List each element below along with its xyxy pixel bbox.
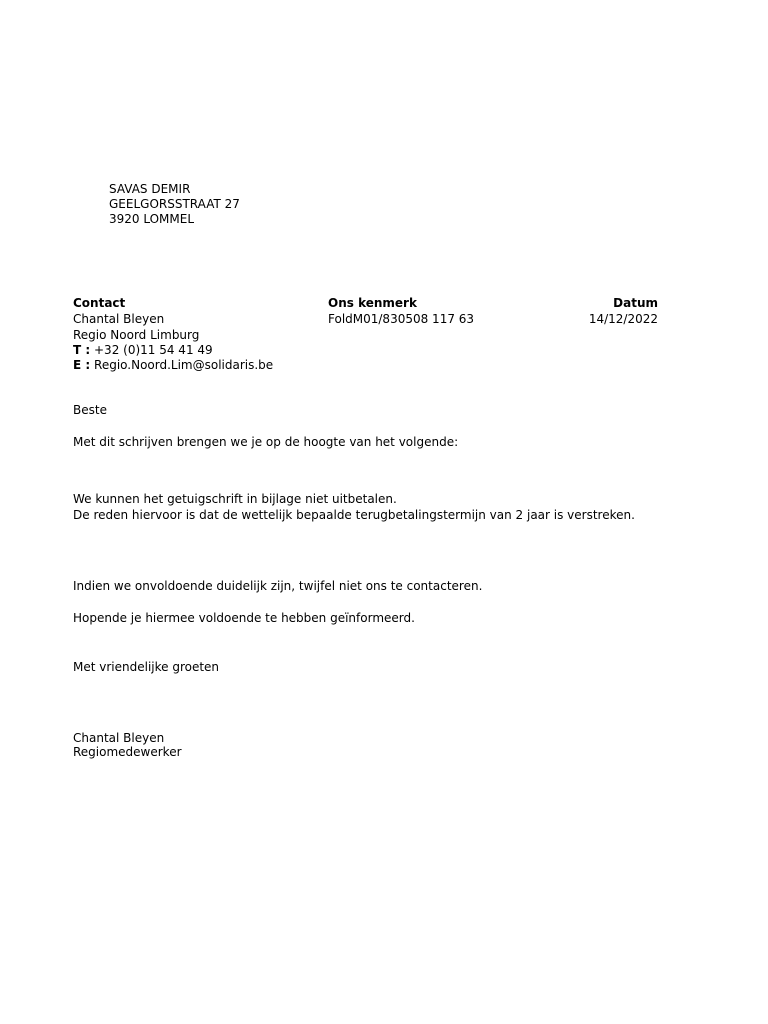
phone-label: T : [73, 343, 91, 357]
date-value: 14/12/2022 [588, 312, 658, 326]
recipient-name: SAVAS DEMIR [109, 182, 191, 196]
date-column [528, 295, 658, 327]
reference-heading: Ons kenmerk [328, 296, 417, 310]
closing-line: Met vriendelijke groeten [73, 660, 220, 674]
contact-heading: Contact [73, 296, 126, 310]
reference-value: FoldM01/830508 117 63 [328, 312, 475, 326]
body-line-1: We kunnen het getuigschrift in bijlage niet uitbetalen. [73, 492, 397, 506]
email-label: E : [73, 358, 91, 372]
recipient-street: GEELGORSSTRAAT 27 [109, 197, 240, 211]
intro-paragraph: Met dit schrijven brengen we je op de hoogte van het volgende: [73, 435, 459, 449]
contact-column [73, 295, 313, 373]
signature-role: Regiomedewerker [73, 745, 182, 759]
contact-region: Regio Noord Limburg [73, 328, 200, 342]
contact-email-row [73, 358, 313, 373]
contact-phone: +32 (0)11 54 41 49 [94, 343, 213, 357]
signature-name: Chantal Bleyen [73, 731, 165, 745]
greeting: Beste [73, 403, 107, 417]
informed-paragraph: Hopende je hiermee voldoende te hebben geïnformeerd. [73, 611, 415, 625]
body-line-2: De reden hiervoor is dat de wettelijk bepaalde terugbetalingstermijn van 2 jaar is verstreken. [73, 508, 635, 522]
contact-name: Chantal Bleyen [73, 312, 165, 326]
reference-column [328, 295, 528, 327]
recipient-address [109, 182, 240, 227]
recipient-city: 3920 LOMMEL [109, 212, 195, 226]
contact-email: Regio.Noord.Lim@solidaris.be [94, 358, 274, 372]
contact-phone-row [73, 343, 313, 358]
unclear-paragraph: Indien we onvoldoende duidelijk zijn, twijfel niet ons te contacteren. [73, 579, 483, 593]
date-heading: Datum [613, 296, 658, 310]
